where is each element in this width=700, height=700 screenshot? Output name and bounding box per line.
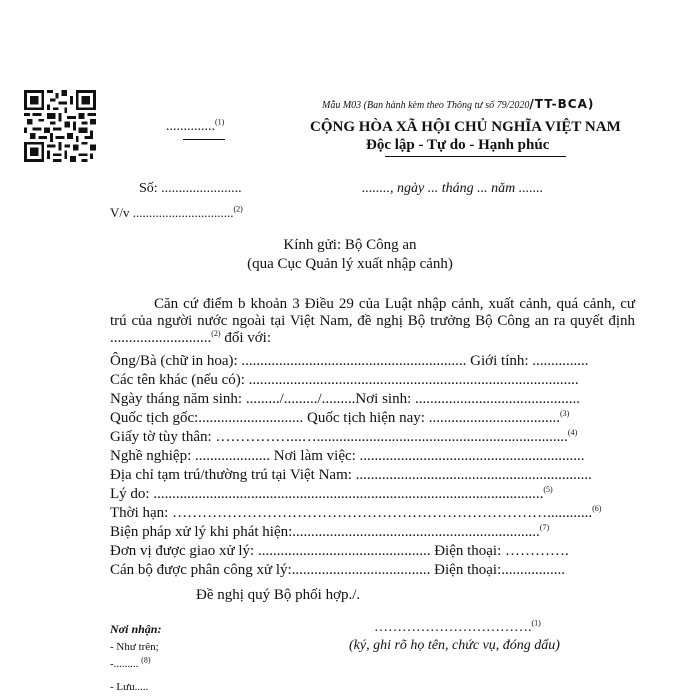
form-code-suffix: /TT-BCA) bbox=[529, 97, 595, 111]
subject-line bbox=[110, 205, 243, 221]
intro-paragraph bbox=[110, 296, 635, 347]
field-duration: Thời hạn: …………………………………………………………………............$^{(6)}$ bbox=[110, 504, 602, 521]
field-occupation: Nghề nghiệp: .................... Nơi làm việc: ............................................................ bbox=[110, 448, 585, 464]
recipient-item: - Lưu..... bbox=[110, 681, 149, 693]
agency-name bbox=[166, 119, 224, 135]
recipients-title: Nơi nhận: bbox=[110, 622, 162, 636]
signature-line: …………………………….$^{(1)}$ bbox=[374, 618, 541, 635]
field-address: Địa chỉ tạm trú/thường trú tại Việt Nam: ............................................................... bbox=[110, 467, 592, 483]
field-id-document: Giấy tờ tùy thân: ……………...…...................................................................$^{(4)}$ bbox=[110, 428, 578, 445]
subject-text: V/v ............................... bbox=[110, 205, 234, 220]
motto-underline bbox=[385, 156, 566, 157]
intro-text: Căn cứ điểm b khoản 3 Điều 29 của Luật nhập cảnh, xuất cảnh, quá cảnh, cư trú của người nước ngoài tại Việt Nam, đề nghị Bộ trưởng Bộ Công an ra quyết định ........................... bbox=[110, 296, 635, 346]
recipient-item: -......... $^{(8)}$ bbox=[110, 655, 151, 670]
agency-ref: (1) bbox=[215, 117, 225, 127]
field-birth: Ngày tháng năm sinh: ........./........./.........Nơi sinh: ............................................ bbox=[110, 391, 581, 407]
intro-ref: (2) bbox=[211, 329, 221, 338]
addressee-sub: (qua Cục Quản lý xuất nhập cảnh) bbox=[247, 256, 453, 272]
subject-ref: (2) bbox=[233, 204, 243, 214]
addressee-line: Kính gửi: Bộ Công an bbox=[283, 237, 417, 253]
motto: Độc lập - Tự do - Hạnh phúc bbox=[366, 137, 550, 153]
field-other-names: Các tên khác (nếu có): ........................................................................................ bbox=[110, 372, 579, 388]
intro-tail: đối với: bbox=[220, 330, 272, 346]
nation-title: CỘNG HÒA XÃ HỘI CHỦ NGHĨA VIỆT NAM bbox=[310, 119, 621, 135]
document-number: Số: ....................... bbox=[139, 181, 242, 196]
field-reason: Lý do: ........................................................................................................$^{(5)}$ bbox=[110, 485, 553, 502]
signature-note: (ký, ghi rõ họ tên, chức vụ, đóng dấu) bbox=[349, 638, 560, 653]
field-measure: Biện pháp xử lý khi phát hiện:..................................................................$^{(7)}$ bbox=[110, 523, 550, 540]
date-line: ........, ngày ... tháng ... năm ....... bbox=[362, 181, 544, 196]
field-assigned-officer: Cán bộ được phân công xử lý:..................................... Điện thoại:................. bbox=[110, 562, 565, 578]
field-full-name: Ông/Bà (chữ in hoa): ............................................................ Giới tính: ............... bbox=[110, 353, 589, 369]
qr-code-icon bbox=[24, 90, 96, 162]
field-handling-unit: Đơn vị được giao xử lý: .............................................. Điện thoại: …………. bbox=[110, 543, 569, 559]
closing-request: Đề nghị quý Bộ phối hợp./. bbox=[196, 587, 361, 603]
form-code-prefix: Mẫu M03 (Ban hành kèm theo Thông tư số 79/2020 bbox=[322, 100, 530, 111]
recipient-item: - Như trên; bbox=[110, 641, 159, 653]
field-nationality: Quốc tịch gốc:............................ Quốc tịch hiện nay: ...................................$^{(3)}$ bbox=[110, 409, 570, 426]
agency-placeholder: .............. bbox=[166, 119, 215, 134]
form-code bbox=[322, 97, 594, 111]
agency-underline bbox=[183, 139, 225, 140]
